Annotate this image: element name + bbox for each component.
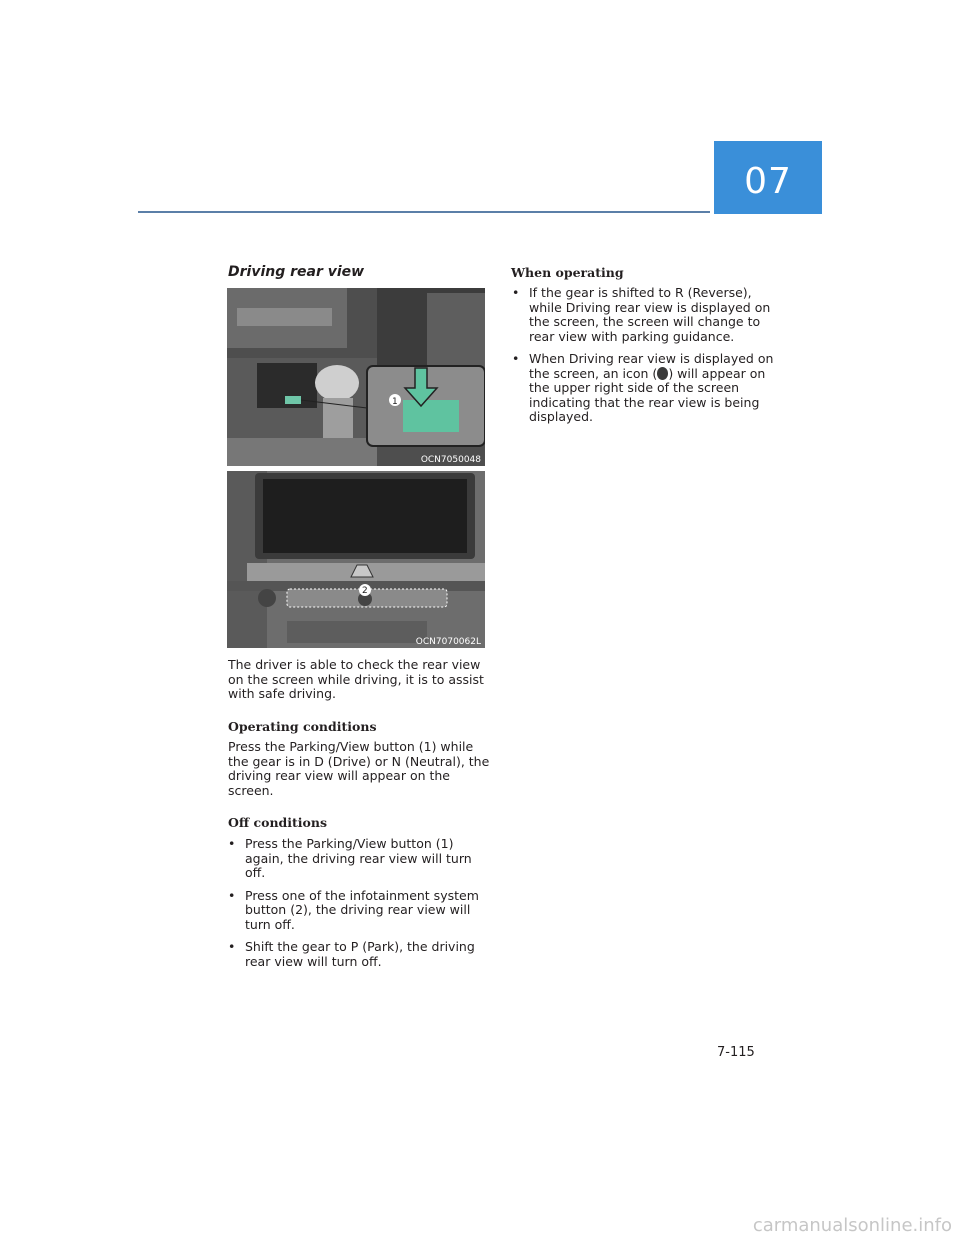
bullet: • xyxy=(228,836,236,851)
intro-paragraph: The driver is able to check the rear view on the screen while driving, it is to assist with safe driving. xyxy=(228,657,484,701)
figure-console xyxy=(227,288,485,466)
list-item: • If the gear is shifted to R (Reverse), while Driving rear view is displayed on the screen, the screen will change to rear view with parking guidance. xyxy=(512,285,771,344)
figure-infotainment xyxy=(227,471,485,648)
when-operating-list xyxy=(512,286,774,433)
figure-code: OCN7070062L xyxy=(415,637,481,647)
operating-conditions-text: Press the Parking/View button (1) while the gear is in D (Drive) or N (Neutral), the driving rear view will appear on the screen. xyxy=(228,739,490,798)
list-item: • Press the Parking/View button (1) again, the driving rear view will turn off. xyxy=(228,836,472,880)
list-item: • Shift the gear to P (Park), the driving rear view will turn off. xyxy=(228,939,475,969)
list-item: • When Driving rear view is displayed on the screen, an icon ( ) will appear on the upper right side of the screen indicating that the rear view is being displayed. xyxy=(512,351,774,424)
console-illustration xyxy=(227,288,485,466)
bullet: • xyxy=(512,351,520,366)
operating-conditions-heading: Operating conditions xyxy=(228,719,377,734)
page-number: 7-115 xyxy=(717,1045,755,1060)
watermark: carmanualsonline.info xyxy=(752,1215,952,1236)
when-operating-heading: When operating xyxy=(511,265,624,280)
infotainment-illustration xyxy=(227,471,485,648)
bullet: • xyxy=(228,887,236,903)
chapter-tab xyxy=(714,141,822,214)
bullet: • xyxy=(512,285,520,300)
chapter-number: 07 xyxy=(744,161,792,202)
figure-code: OCN7050048 xyxy=(420,455,481,465)
svg-text:1: 1 xyxy=(392,397,398,407)
rear-view-icon xyxy=(657,367,668,380)
off-conditions-list xyxy=(228,837,486,977)
svg-text:2: 2 xyxy=(362,586,368,596)
off-conditions-heading: Off conditions xyxy=(228,815,328,830)
bullet: • xyxy=(228,939,236,954)
section-title: Driving rear view xyxy=(228,264,365,280)
header-rule xyxy=(138,211,710,213)
list-item: • Press one of the infotainment system button (2), the driving rear view will turn off. xyxy=(228,887,479,932)
